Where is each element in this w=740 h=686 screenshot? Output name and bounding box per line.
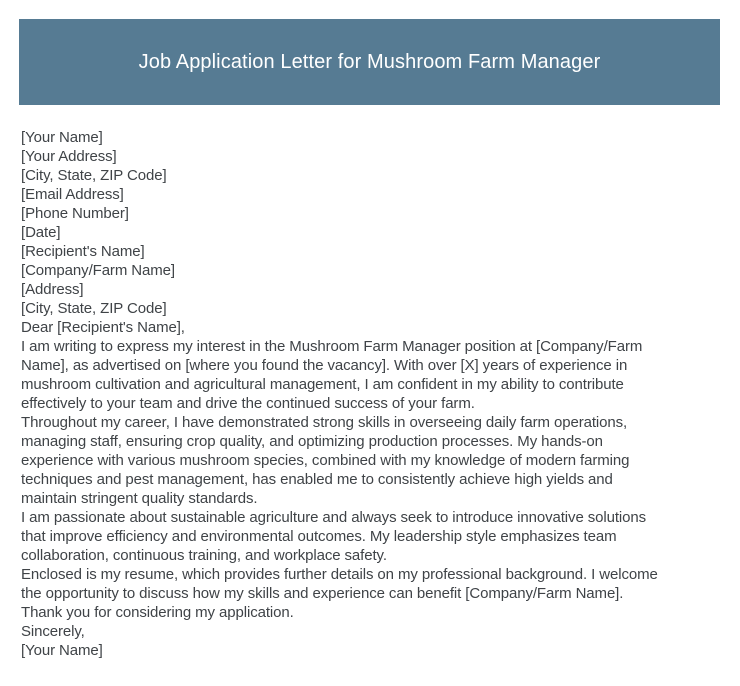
- letter-line: [City, State, ZIP Code]: [21, 167, 167, 184]
- letter-line: Enclosed is my resume, which provides further details on my professional background. I welcome: [21, 566, 658, 583]
- letter-line: [Your Name]: [21, 642, 103, 659]
- letter-line: techniques and pest management, has enabled me to consistently achieve high yields and: [21, 471, 613, 488]
- letter-body: [21, 128, 726, 660]
- letter-line: [Address]: [21, 281, 84, 298]
- letter-line: [Email Address]: [21, 186, 124, 203]
- letter-line: mushroom cultivation and agricultural management, I am confident in my ability to contribute: [21, 376, 624, 393]
- letter-line: maintain stringent quality standards.: [21, 490, 258, 507]
- letter-line: I am writing to express my interest in the Mushroom Farm Manager position at [Company/Farm: [21, 338, 643, 355]
- letter-line: [Your Address]: [21, 148, 117, 165]
- letter-line: Name], as advertised on [where you found the vacancy]. With over [X] years of experience in: [21, 357, 628, 374]
- letter-line: Throughout my career, I have demonstrated strong skills in overseeing daily farm operations,: [21, 414, 628, 431]
- letter-line: managing staff, ensuring crop quality, and optimizing production processes. My hands-on: [21, 433, 603, 450]
- letter-line: [Your Name]: [21, 129, 103, 146]
- letter-line: [Company/Farm Name]: [21, 262, 175, 279]
- letter-line: the opportunity to discuss how my skills and experience can benefit [Company/Farm Name].: [21, 585, 624, 602]
- letter-line: Dear [Recipient's Name],: [21, 319, 185, 336]
- letter-line: that improve efficiency and environmental outcomes. My leadership style emphasizes team: [21, 528, 617, 545]
- letter-line: [Recipient's Name]: [21, 243, 145, 260]
- title-banner: [19, 19, 720, 105]
- letter-line: effectively to your team and drive the continued success of your farm.: [21, 395, 475, 412]
- letter-line: collaboration, continuous training, and workplace safety.: [21, 547, 387, 564]
- letter-line: experience with various mushroom species, combined with my knowledge of modern farming: [21, 452, 630, 469]
- letter-line: Sincerely,: [21, 623, 85, 640]
- letter-line: Thank you for considering my application.: [21, 604, 294, 621]
- letter-line: [Date]: [21, 224, 61, 241]
- letter-line: I am passionate about sustainable agriculture and always seek to introduce innovative solutions: [21, 509, 647, 526]
- letter-line: [Phone Number]: [21, 205, 129, 222]
- page-title: Job Application Letter for Mushroom Farm Manager: [138, 50, 601, 73]
- letter-line: [City, State, ZIP Code]: [21, 300, 167, 317]
